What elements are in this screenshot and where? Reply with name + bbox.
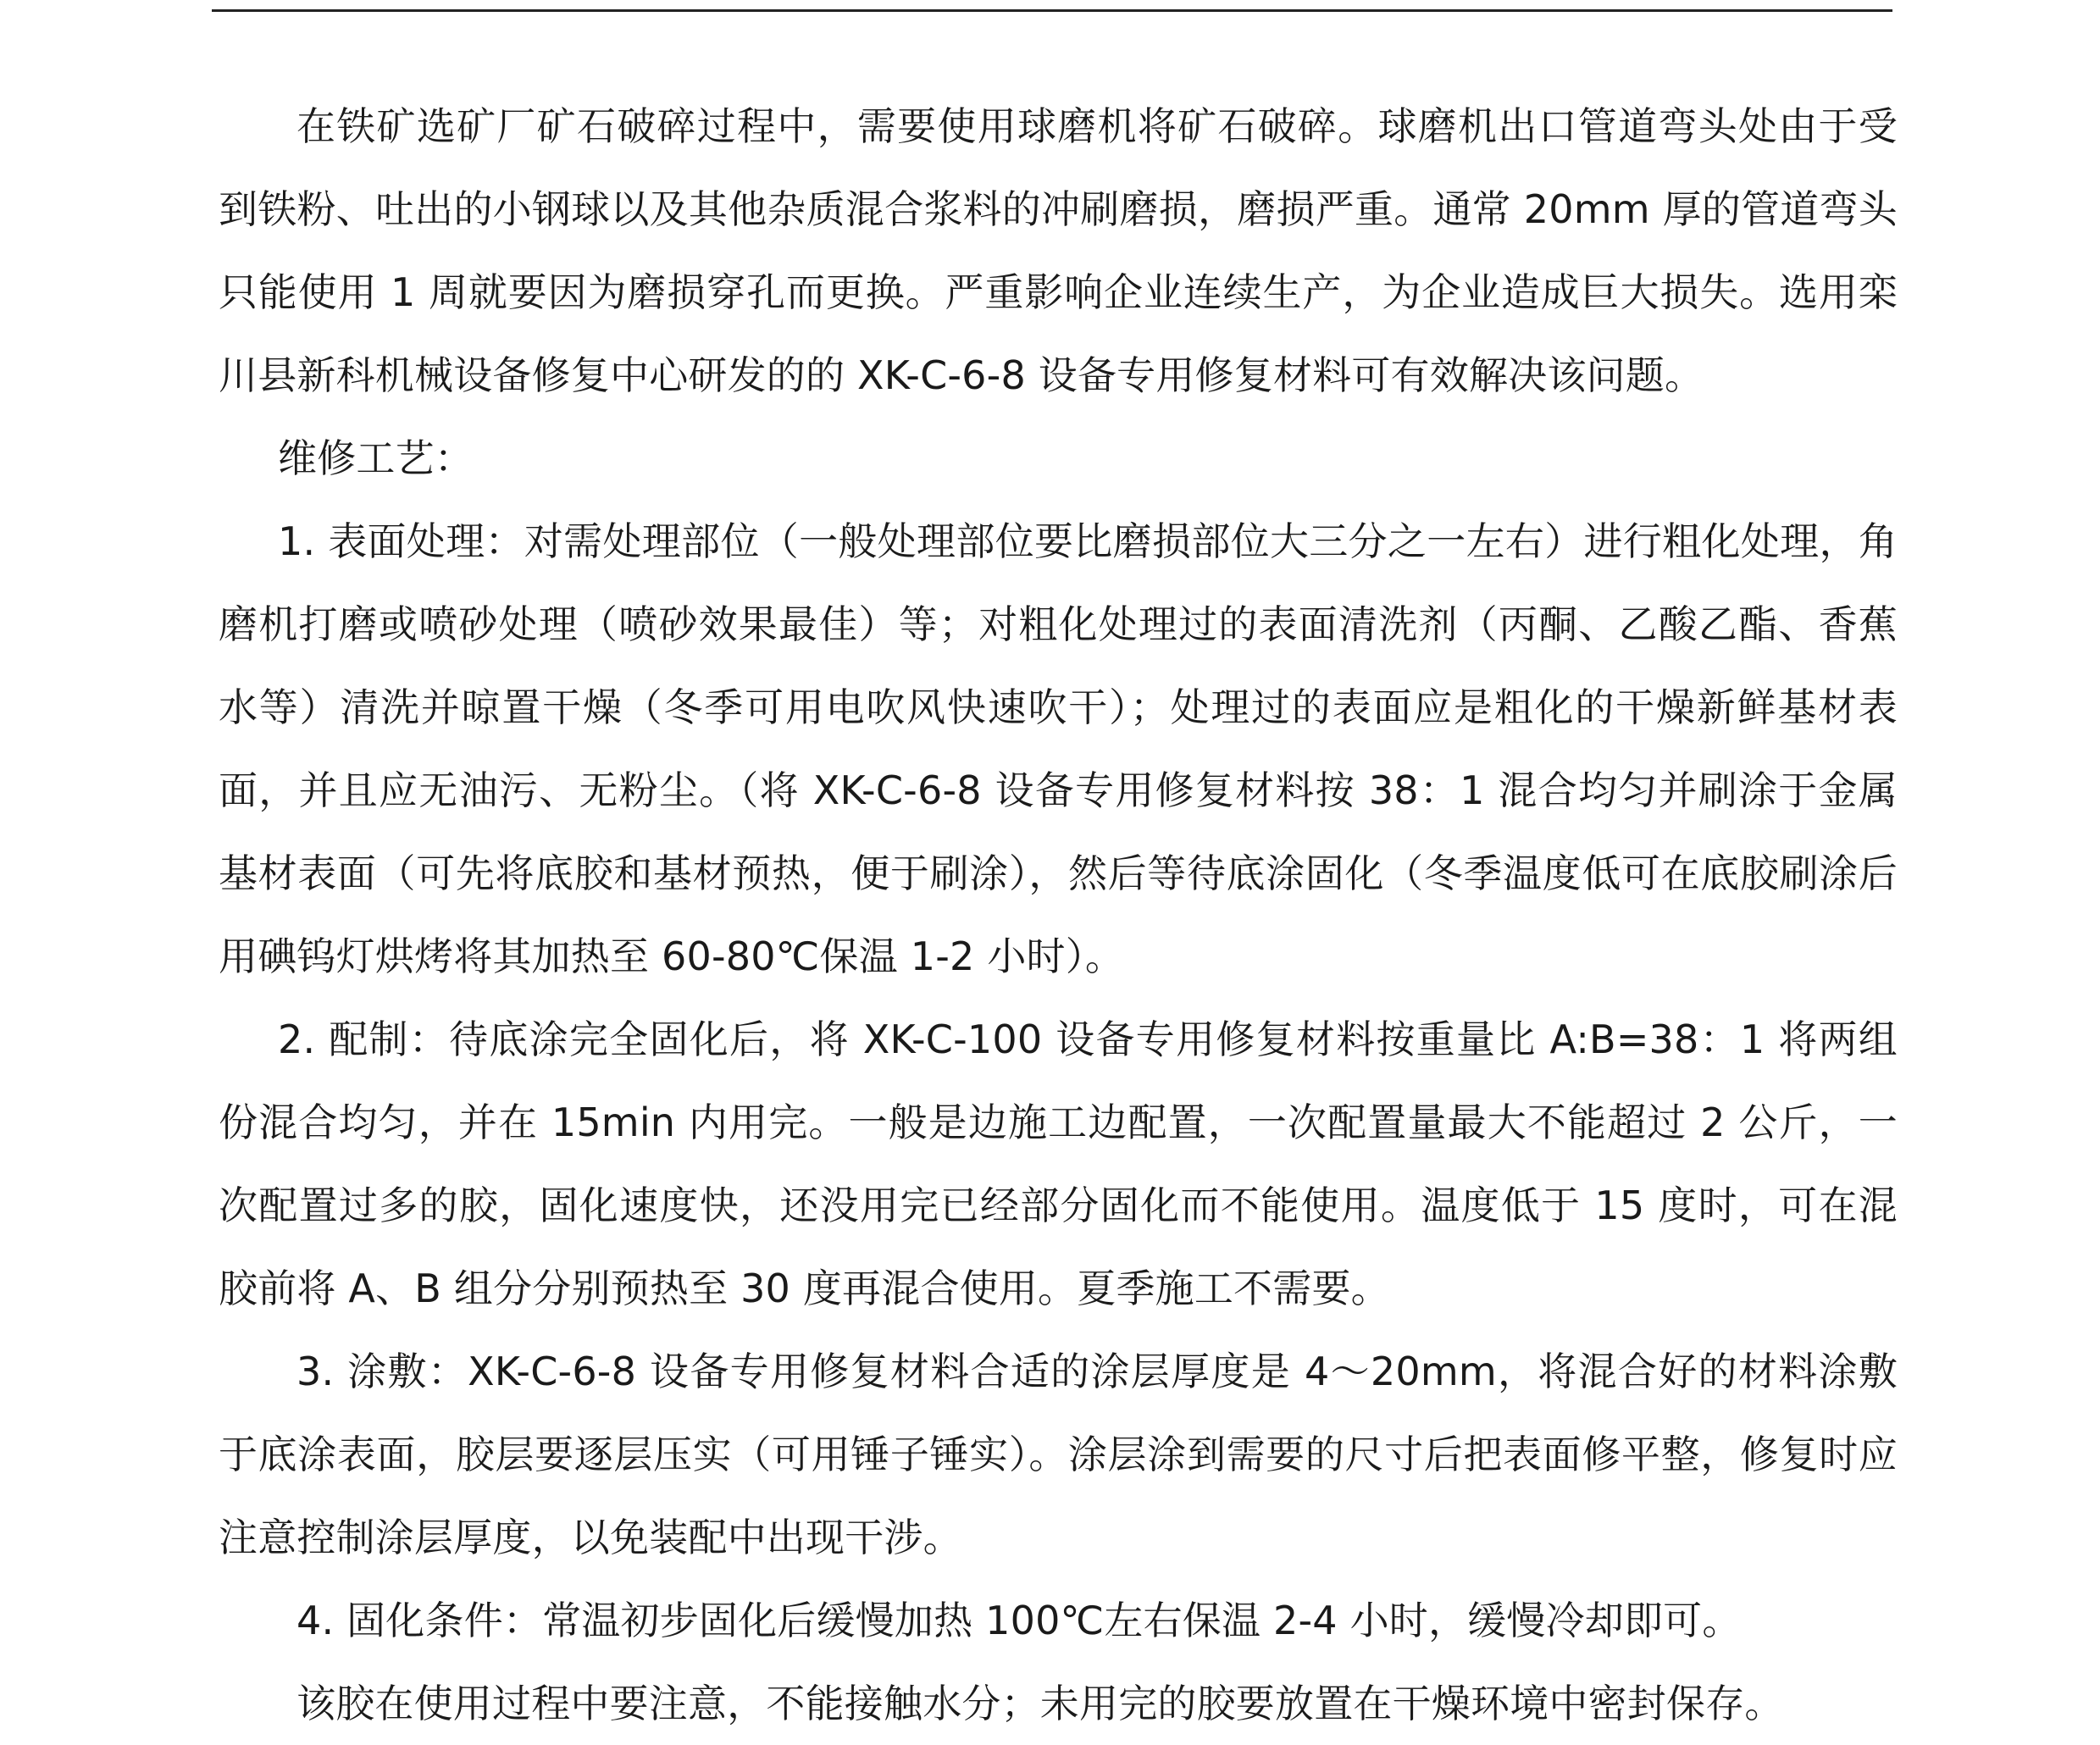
step-1-surface-treatment: 1. 表面处理：对需处理部位（一般处理部位要比磨损部位大三分之一左右）进行粗化处理，角磨机打磨或喷砂处理（喷砂效果最佳）等；对粗化处理过的表面清洗剂（丙酮、乙酸乙酯、香蕉水等）清洗并晾置干燥（冬季可用电吹风快速吹干）；处理过的表面应是粗化的干燥新鲜基材表面，并且应无油污、无粉尘。（将 XK-C-6-8 设备专用修复材料按 38：1 混合均匀并刷涂于金属基材表面（可先将底胶和基材预热，便于刷涂），然后等待底涂固化（冬季温度低可在底胶刷涂后用碘钨灯烘烤将其加热至 60-80℃保温 1-2 小时）。 xyxy=(219,518,1898,979)
intro-paragraph: 在铁矿选矿厂矿石破碎过程中，需要使用球磨机将矿石破碎。球磨机出口管道弯头处由于受到铁粉、吐出的小钢球以及其他杂质混合浆料的冲刷磨损，磨损严重。通常 20mm 厚的管道弯头只能使用 1 周就要因为磨损穿孔而更换。严重影响企业连续生产，为企业造成巨大损失。选用栾川县新科机械设备修复中心研发的的 XK-C-6-8 设备专用修复材料可有效解决该问题。 xyxy=(219,103,1898,398)
process-heading: 维修工艺： xyxy=(278,435,474,481)
document-body xyxy=(219,85,1898,1745)
step-2-preparation: 2. 配制：待底涂完全固化后，将 XK-C-100 设备专用修复材料按重量比 A:B=38：1 将两组份混合均匀，并在 15min 内用完。一般是边施工边配置，一次配置量最大不能超过 2 公斤，一次配置过多的胶，固化速度快，还没用完已经部分固化而不能使用。温度低于 15 度时，可在混胶前将 A、B 组分分别预热至 30 度再混合使用。夏季施工不需要。 xyxy=(219,1017,1898,1311)
step-3-coating: 3. 涂敷：XK-C-6-8 设备专用修复材料合适的涂层厚度是 4～20mm，将混合好的材料涂敷于底涂表面，胶层要逐层压实（可用锤子锤实）。涂层涂到需要的尺寸后把表面修平整，修复时应注意控制涂层厚度，以免装配中出现干涉。 xyxy=(219,1349,1898,1560)
storage-note: 该胶在使用过程中要注意，不能接触水分；未用完的胶要放置在干燥环境中密封保存。 xyxy=(296,1681,1784,1726)
step-4-curing: 4. 固化条件：常温初步固化后缓慢加热 100℃左右保温 2-4 小时，缓慢冷却即可。 xyxy=(296,1598,1742,1643)
header-rule xyxy=(212,9,1892,12)
